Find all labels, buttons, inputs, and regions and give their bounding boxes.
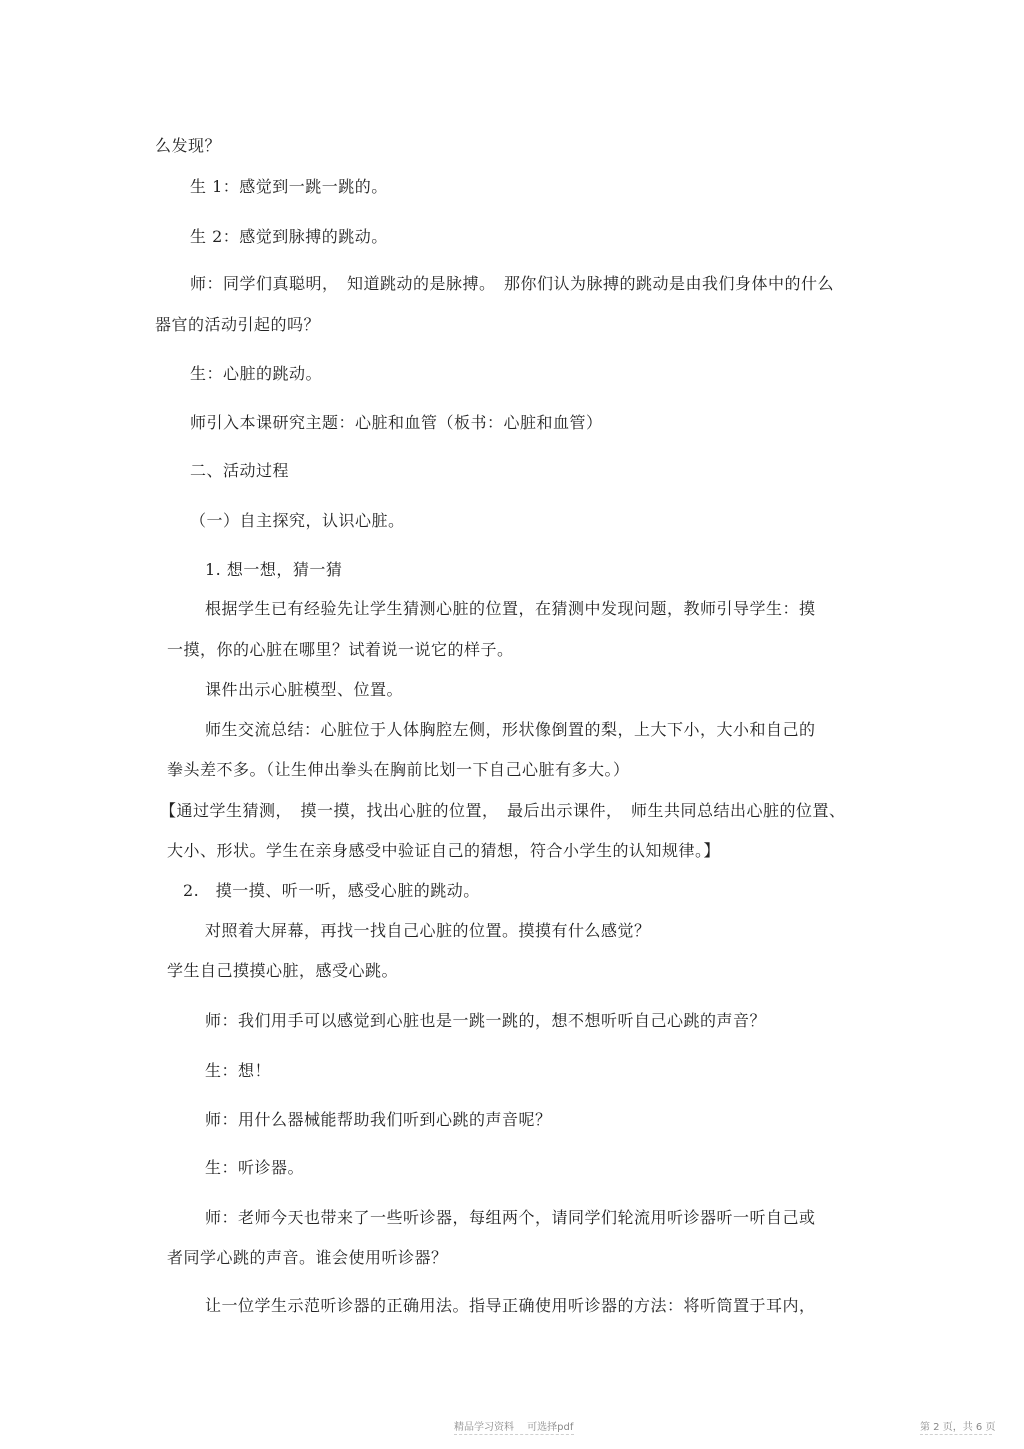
text-line: 课件出示心脏模型、位置。: [205, 680, 404, 699]
text-line: 让一位学生示范听诊器的正确用法。指导正确使用听诊器的方法：将听筒置于耳内，: [205, 1296, 816, 1315]
footer-divider: [454, 1434, 574, 1435]
text-line: 师：老师今天也带来了一些听诊器，每组两个，请同学们轮流用听诊器听一听自己或: [205, 1208, 816, 1227]
subsection-heading: （一）自主探究，认识心脏。: [190, 511, 405, 530]
text-line: 生 2：感觉到脉搏的跳动。: [190, 227, 388, 246]
step-heading: 2. 摸一摸、听一听，感受心脏的跳动。: [183, 881, 480, 900]
text-line: 师：用什么器械能帮助我们听到心跳的声音呢？: [205, 1110, 552, 1129]
text-line: 拳头差不多。（让生伸出拳头在胸前比划一下自己心脏有多大。）: [167, 760, 630, 779]
text-line: 生：想！: [205, 1061, 272, 1080]
page-number: 第 2 页，共 6 页: [920, 1422, 996, 1433]
text-line: 器官的活动引起的吗？: [155, 315, 321, 334]
text-line: 者同学心跳的声音。谁会使用听诊器？: [167, 1248, 448, 1267]
step-heading: 1. 想一想，猜一猜: [205, 560, 343, 579]
section-heading: 二、活动过程: [190, 461, 290, 480]
text-line: 生：心脏的跳动。: [190, 364, 323, 383]
text-line: 学生自己摸摸心脏，感受心跳。: [167, 961, 399, 980]
text-line: 一摸，你的心脏在哪里？试着说一说它的样子。: [167, 640, 514, 659]
footer-divider: [920, 1434, 992, 1435]
text-line: 师生交流总结：心脏位于人体胸腔左侧，形状像倒置的梨，上大下小，大小和自己的: [205, 720, 816, 739]
design-note-line: 【通过学生猜测， 摸一摸，找出心脏的位置， 最后出示课件， 师生共同总结出心脏的位置、: [160, 801, 846, 820]
text-line: 生：听诊器。: [205, 1158, 305, 1177]
text-line: 师引入本课研究主题：心脏和血管（板书：心脏和血管）: [190, 413, 603, 432]
text-line: 对照着大屏幕，再找一找自己心脏的位置。摸摸有什么感觉？: [205, 921, 651, 940]
text-line: 师：同学们真聪明， 知道跳动的是脉搏。 那你们认为脉搏的跳动是由我们身体中的什么: [190, 274, 835, 293]
text-line: 根据学生已有经验先让学生猜测心脏的位置，在猜测中发现问题，教师引导学生：摸: [205, 599, 816, 618]
text-line: 师：我们用手可以感觉到心脏也是一跳一跳的，想不想听听自己心跳的声音？: [205, 1011, 767, 1030]
text-line: 生 1：感觉到一跳一跳的。: [190, 177, 388, 196]
footer-watermark: 精品学习资料 可选择pdf: [454, 1422, 574, 1433]
design-note-line: 大小、形状。学生在亲身感受中验证自己的猜想，符合小学生的认知规律。】: [167, 841, 721, 860]
text-line: 么发现？: [155, 136, 222, 155]
